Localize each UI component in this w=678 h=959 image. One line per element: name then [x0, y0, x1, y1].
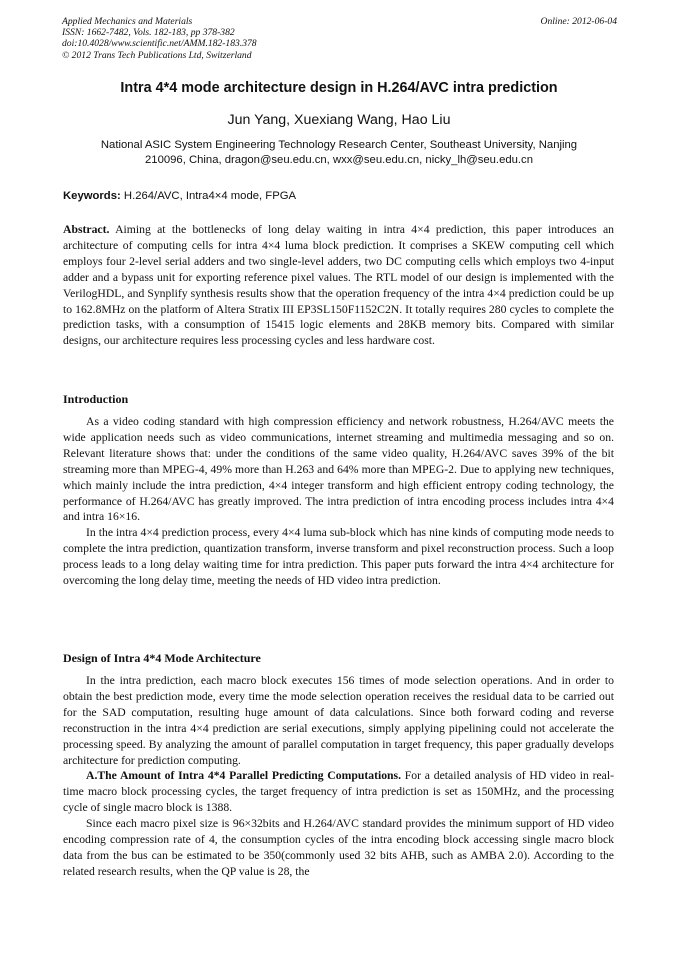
paper-title: Intra 4*4 mode architecture design in H.264/AVC intra prediction — [120, 80, 558, 96]
subsection-heading: A.The Amount of Intra 4*4 Parallel Predicting Computations. — [86, 769, 402, 783]
issn: ISSN: 1662-7482, Vols. 182-183, pp 378-382 — [62, 27, 235, 39]
keywords-label: Keywords: — [63, 190, 121, 202]
design-heading: Design of Intra 4*4 Mode Architecture — [63, 651, 261, 665]
introduction-heading: Introduction — [63, 392, 129, 406]
design-body — [63, 673, 614, 880]
subsection-text: For a detailed analysis of HD video in real-time macro block processing cycles, the target frequency of intra prediction is set as 150MHz, and the processing cycle of single macro block is 1388. — [63, 769, 614, 815]
copyright: © 2012 Trans Tech Publications Ltd, Switzerland — [62, 49, 252, 61]
keywords-text: H.264/AVC, Intra4×4 mode, FPGA — [120, 190, 297, 202]
affiliation-line-2: 210096, China, dragon@seu.edu.cn, wxx@seu.edu.cn, nicky_lh@seu.edu.cn — [145, 153, 533, 166]
introduction-body — [63, 414, 614, 589]
design-paragraph-2 — [63, 768, 614, 816]
online-date: Online: 2012-06-04 — [540, 16, 617, 27]
design-paragraph-3: Since each macro pixel size is 96×32bits and H.264/AVC standard provides the minimum support of HD video encoding compression rate of 4, the consumption cycles of the intra encoding block accessing single macro block data from the bus can be estimated to be 350(commonly used 32 bits AHB, such as AMBA 2.0). According to the related research results, when the QP value is 28, the — [63, 817, 614, 878]
intro-paragraph-1: As a video coding standard with high compression efficiency and network robustness, H.264/AVC meets the wide application needs such as video communications, internet streaming and multimedia messaging and so on. Relevant literature shows that: under the conditions of the same video quality, H.264/AVC saves 39% of the bit streaming more than MPEG-4, 49% more than H.263 and 64% more than MPEG-2. Due to applying new techniques, which mainly include the intra prediction, 4×4 integer transform and high efficient entropy coding technology, the performance of H.264/AVC has greatly improved. The intra prediction of intra encoding process includes intra 4×4 and intra 16×16. — [63, 415, 614, 524]
design-paragraph-1: In the intra prediction, each macro block executes 156 times of mode selection operations. And in order to obtain the best prediction mode, every time the mode selection operation receives the residual data to be carried out for the SAD computation, resulting huge amount of data calculations. Since both forward coding and reverse reconstruction in the intra 4×4 prediction are serial executions, simply applying pipelining could not accelerate the processing speed. By analyzing the amount of parallel computation in target frequency, this paper gradually develops architecture for prediction computing. — [63, 674, 614, 767]
journal-name: Applied Mechanics and Materials — [62, 16, 193, 27]
journal-header — [62, 16, 617, 61]
intro-paragraph-2: In the intra 4×4 prediction process, every 4×4 luma sub-block which has nine kinds of computing mode needs to complete the intra prediction, quantization transform, inverse transform and pixel reconstruction process. Such a loop process leads to a long delay waiting time for intra prediction. This paper puts forward the intra 4×4 architecture for overcoming the long delay time, meeting the needs of HD video intra prediction. — [63, 526, 614, 588]
authors: Jun Yang, Xuexiang Wang, Hao Liu — [227, 112, 451, 128]
keywords — [63, 190, 617, 202]
doi: doi:10.4028/www.scientific.net/AMM.182-183.378 — [62, 38, 257, 50]
abstract — [63, 222, 614, 349]
affiliation — [66, 138, 612, 167]
affiliation-line-1: National ASIC System Engineering Technology Research Center, Southeast University, Nanjing — [100, 139, 578, 151]
abstract-label: Abstract. — [63, 223, 110, 236]
abstract-text: Aiming at the bottlenecks of long delay waiting in intra 4×4 prediction, this paper introduces an architecture of computing cells for intra 4×4 luma block prediction. It comprises a SKEW computing cell which employs four 2-level serial adders and two single-level adders, two DC computing cells which employs two 4-input adder and a bypass unit for exporting reference pixel values. The RTL model of our design is implemented with the VerilogHDL, and Synplify synthesis results show that the operation frequency of the intra 4×4 prediction could be up to 162.8MHz on the platform of Altera Stratix III EP3SL150F1152C2N. It totally requires 280 cycles to complete the prediction tasks, with a consumption of 15415 logic elements and 28KB memory bits. Compared with similar designs, our architecture requires less processing cycles and less hardware cost. — [63, 223, 614, 348]
